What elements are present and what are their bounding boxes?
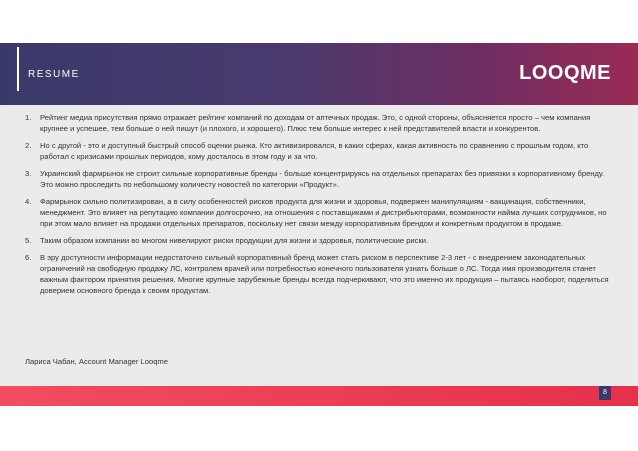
item-number: 3. (25, 169, 32, 178)
item-text: Но с другой - это и доступный быстрый способ оценки рынка. Кто активизировался, в каких сферах, какая активность по сравнению с прошлым годом, кто работал с кризисами прошлых периодов, кому досталось в этом году и за что. (40, 141, 589, 161)
list-item (25, 168, 615, 190)
item-number: 1. (25, 113, 32, 122)
header-divider (17, 47, 19, 91)
list-item (25, 196, 615, 229)
item-text: Таким образом компании во многом нивелируют риски продукции для жизни и здоровья, политические риски. (40, 236, 429, 245)
item-text: Рейтинг медиа присутствия прямо отражает рейтинг компаний по доходам от аптечных продаж. Это, с одной стороны, объясняется просто – чем компания крупнее и успешее, тем больше о ней пишут (и плохого, и хорошего). Плюс тем больше интерес к ней представителей власти и конкурентов. (40, 113, 591, 133)
list-item (25, 252, 615, 296)
section-title: RESUME (28, 69, 80, 80)
item-number: 5. (25, 236, 32, 245)
item-text: В эру доступности информации недостаточно сильный корпоративный бренд может стать риском в перспективе 2-3 лет - с внедрением законодательных ограничений на свободную продажу ЛС, контролем врачей или потребностью конечного пользователя узнать больше о ЛС. Тогда имя производителя станет важным фактором принятия решения. Многие крупные зарубежные бренды всегда подчеркивают, что это именно их продукция – пытаясь наоборот, поделиться доверием основного бренда к своим продуктам. (40, 253, 609, 295)
item-text: Украинский фармрынок не строит сильные корпоративные бренды - больше концентрируясь на отдельных препаратах без привязки к корпоративному бренду. Это можно проследить по небольшому количесту новостей по категории «Продукт». (40, 169, 605, 189)
item-number: 4. (25, 197, 32, 206)
slide (0, 43, 638, 406)
slide-header (0, 43, 638, 105)
item-number: 6. (25, 253, 32, 262)
item-number: 2. (25, 141, 32, 150)
page-number: 8 (599, 386, 611, 400)
list-item (25, 235, 615, 246)
author-signature: Лариса Чабан, Account Manager Looqme (25, 357, 168, 366)
findings-list (25, 112, 615, 302)
slide-footer (0, 386, 638, 406)
looqme-logo: LOOQME (519, 62, 611, 84)
list-item (25, 112, 615, 134)
item-text: Фармрынок сильно политизирован, а в силу особенностей рисков продукта для жизни и здоровья, подвержен манипуляциям - вакцинация, собственники, менеджмент. Это влияет на репутацию компании долгосрочно, на отношения с поставщиками и дистрибьюторами, возможности найма лучших сотрудников, но при этом мало влияет на продажи отдельных препаратов, поскольку нет связи между корпоративным брендом и конкретным продуктом в продаже. (40, 197, 607, 228)
list-item (25, 140, 615, 162)
